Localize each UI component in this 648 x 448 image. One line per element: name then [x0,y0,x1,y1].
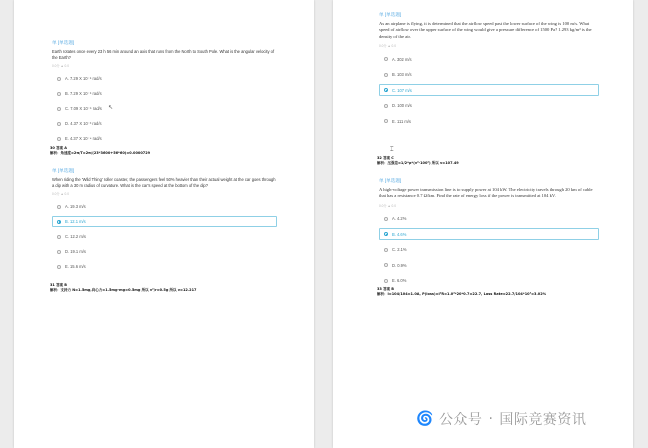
question-card-2 [52,168,277,276]
radio-icon[interactable] [57,77,61,81]
option-label: A. 7.29 X 10⁻⁵ rad/s [65,76,102,82]
option-a[interactable] [52,201,277,212]
radio-icon[interactable] [384,248,388,252]
question-meta: 0.0分 ▲ 0.0 [52,192,69,197]
question-type-tag: 单 [单选题] [52,168,75,173]
option-a[interactable] [379,53,599,65]
answer-label: 31 答案 B [50,283,67,287]
option-e[interactable] [52,133,277,144]
question-card-1 [52,40,277,148]
radio-selected-icon[interactable] [384,88,388,92]
option-label: D. 4.37 X 10⁻³ rad/s [65,121,102,127]
answer-label: 33 答案 B [377,287,394,291]
option-d[interactable] [379,100,599,112]
option-label: C. 2.1% [392,247,407,253]
option-e[interactable] [379,115,599,127]
question-card-3 [379,12,599,131]
answer-line [50,146,150,156]
radio-icon[interactable] [384,57,388,61]
option-label: E. 4.37 X 10⁻⁴ rad/s [65,136,102,142]
answer-label: 30 答案 A [50,146,68,150]
answer-line [377,156,459,166]
radio-icon[interactable] [384,73,388,77]
watermark-account-name: 国际竞赛资讯 [499,412,587,428]
radio-icon[interactable] [384,104,388,108]
radio-icon[interactable] [384,279,388,283]
radio-icon[interactable] [384,263,388,267]
option-label: C. 7.09 X 10⁻⁵ rad/s [65,106,102,112]
option-c[interactable] [379,244,599,256]
option-label: A. 4.2% [392,216,407,222]
option-a[interactable] [379,213,599,225]
option-label: C. 12.2 m/s [65,234,86,240]
option-d[interactable] [52,246,277,257]
option-c[interactable] [52,231,277,242]
analysis-text: 解析：支持力 N=1.5mg,向心力=1.5mg-mg=0.5mg 所以 v²/r=0.5g 所以 v=12.217 [50,288,197,292]
watermark-separator: · [488,411,494,427]
question-text: When riding the 'Wild Thing' roller coaster, the passengers feel 50% heavier than their actual weight at the car goes through a dip with a 30 m radius of curvature. What is the car's speed at the bottom of the dip? [52,177,276,188]
answer-line [377,287,546,297]
text-cursor-icon: ⌶ [390,146,394,153]
option-b-selected[interactable] [379,228,599,240]
radio-icon[interactable] [57,265,61,269]
analysis-text: 解析：I=104/104=1.0A, P(loss)=I²R=1.0²*20*0.7=22.7, Loss Rate=22.7/104*10³=3.02% [377,292,547,296]
question-meta: 0.0分 ▲ 0.0 [52,64,69,69]
question-meta: 0.0分 ▲ 0.0 [379,203,396,208]
mouse-pointer-icon: ↖ [108,104,114,111]
option-b-selected[interactable] [52,216,277,227]
option-c-selected[interactable] [379,84,599,96]
radio-selected-icon[interactable] [57,220,61,224]
option-c[interactable] [52,103,277,114]
option-label: E. 15.6 m/s [65,264,86,270]
option-e[interactable] [379,275,599,287]
option-b[interactable] [52,88,277,99]
radio-icon[interactable] [57,250,61,254]
radio-icon[interactable] [57,122,61,126]
question-type-tag: 单 [单选题] [52,40,75,45]
radio-selected-icon[interactable] [384,232,388,236]
radio-icon[interactable] [384,217,388,221]
document-page-right [333,0,633,448]
option-label: B. 12.1 m/s [65,219,86,225]
question-type-tag: 单 [单选题] [379,178,402,183]
option-a[interactable] [52,73,277,84]
option-label: B. 4.6% [392,231,407,237]
question-meta: 0.0分 ▲ 0.0 [379,44,396,49]
answer-label: 32 答案 C [377,156,394,160]
analysis-text: 解析：压强差=1/2*ρ*(v²-100²) 所以 v=107.49 [377,161,459,165]
radio-icon[interactable] [57,137,61,141]
option-label: A. 302 m/s [392,56,412,62]
radio-icon[interactable] [57,205,61,209]
option-d[interactable] [379,259,599,271]
option-d[interactable] [52,118,277,129]
option-label: D. 19.1 m/s [65,249,86,255]
analysis-text: 解析：角速度=2π/T=2π/(23*3600+56*60)=0.0000729 [50,151,151,155]
question-text: As an airplane is flying, it is determined that the airflow speed past the lower surface of the wing is 100 m/s. What speed of airflow over the upper surface of the wing would give a pressure difference of 1500 Pa? 1.293 kg/m³ is the density of the air. [379,21,592,39]
option-label: D. 100 m/s [392,103,412,109]
radio-icon[interactable] [57,92,61,96]
option-label: B. 103 m/s [392,72,412,78]
radio-icon[interactable] [57,235,61,239]
option-e[interactable] [52,261,277,272]
option-b[interactable] [379,69,599,81]
option-label: E. 6.0% [392,278,407,284]
question-card-4 [379,178,599,290]
answer-line [50,283,197,293]
option-label: D. 0.9% [392,262,407,268]
question-text: A high-voltage power transmission line is to supply power at 104 kW. The electricity travels through 20 km of cable that has a resistance 0.7 Ω/km. Find the rate of energy loss if the power is transmitted at 104 kV. [379,187,593,199]
wechat-watermark [416,409,586,429]
radio-icon[interactable] [384,119,388,123]
watermark-account-label: 公众号 [438,412,483,428]
radio-icon[interactable] [57,107,61,111]
option-label: A. 19.3 m/s [65,204,86,210]
option-label: E. 111 m/s [392,118,411,124]
question-text: Earth rotates once every 23 h 56 min around an axis that runs from the North to South Pole. What is the angular velocity of the Earth? [52,49,275,60]
wechat-logo-icon: 🌀 [416,411,434,427]
document-page-left [14,0,314,448]
question-type-tag: 单 [单选题] [379,12,402,17]
option-label: C. 107 m/s [392,87,412,93]
option-label: B. 7.29 X 10⁻⁶ rad/s [65,91,102,97]
